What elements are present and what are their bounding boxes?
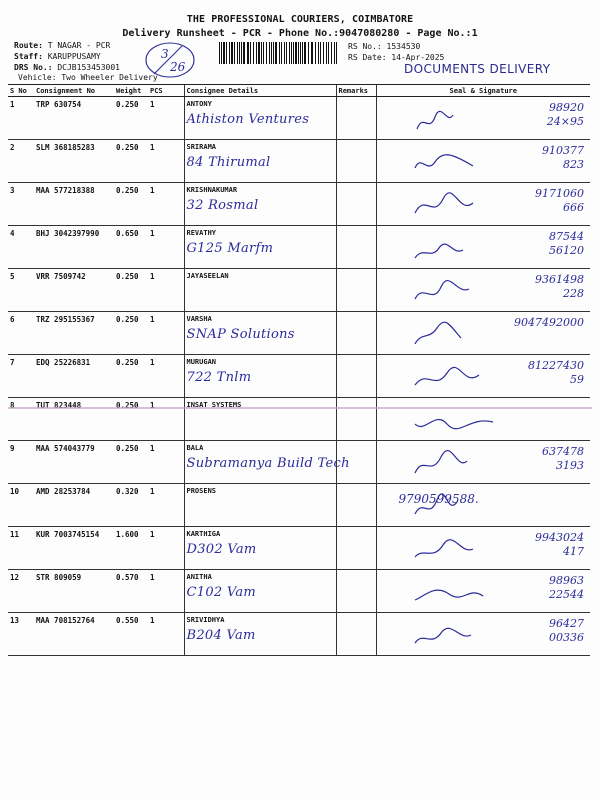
cell-weight: 0.250 <box>114 441 148 484</box>
table-row <box>8 97 590 140</box>
signature-mark <box>413 447 503 481</box>
signature-mark <box>413 404 503 438</box>
cell-pcs: 1 <box>148 97 184 140</box>
cell-weight: 0.570 <box>114 570 148 613</box>
cell-remarks <box>336 570 376 613</box>
cell-pcs: 1 <box>148 355 184 398</box>
signature-mark <box>413 576 503 610</box>
barcode-bar <box>308 42 309 64</box>
runsheet-subtitle: Delivery Runsheet - PCR - Phone No.:9047080280 - Page No.:1 <box>122 28 478 39</box>
cell-weight: 0.250 <box>114 312 148 355</box>
barcode-bar <box>250 42 251 64</box>
cell-consignee <box>184 97 336 140</box>
table-row <box>8 312 590 355</box>
runsheet-table <box>8 84 590 656</box>
table-row <box>8 226 590 269</box>
cell-sno: 4 <box>8 226 34 269</box>
handwritten-address: SNAP Solutions <box>186 327 295 342</box>
handwritten-phone: 637478 3193 <box>542 445 584 472</box>
cell-weight: 0.250 <box>114 269 148 312</box>
cell-seal-signature <box>376 613 590 656</box>
cell-consignee <box>184 183 336 226</box>
barcode-bar <box>258 42 260 64</box>
consignee-name: ANITHA <box>186 573 212 581</box>
col-consignment: Consignment No <box>34 85 114 97</box>
cell-seal-signature <box>376 398 590 441</box>
barcode-bar <box>243 42 245 64</box>
table-row <box>8 398 590 441</box>
barcode-bar <box>320 42 321 64</box>
barcode-bar <box>281 42 282 64</box>
barcode-bar <box>234 42 235 64</box>
cell-remarks <box>336 140 376 183</box>
cell-consignee <box>184 355 336 398</box>
consignee-name: KARTHIGA <box>186 530 221 538</box>
route-value: T NAGAR - PCR <box>47 41 111 50</box>
cell-seal-signature <box>376 441 590 484</box>
count-bottom: 26 <box>170 60 186 74</box>
cell-consignee <box>184 613 336 656</box>
barcode-bar <box>289 42 290 64</box>
cell-weight: 0.320 <box>114 484 148 527</box>
cell-seal-signature <box>376 570 590 613</box>
barcode-bar <box>275 42 277 64</box>
table-row <box>8 527 590 570</box>
col-seal: Seal & Signature <box>376 85 590 97</box>
cell-seal-signature <box>376 97 590 140</box>
cell-consignment: STR 809059 <box>34 570 114 613</box>
documents-delivery-stamp: DOCUMENTS DELIVERY <box>404 62 551 76</box>
barcode-bar <box>298 42 299 64</box>
cell-remarks <box>336 312 376 355</box>
table-row <box>8 570 590 613</box>
cell-pcs: 1 <box>148 441 184 484</box>
handwritten-phone: 9361498 228 <box>535 273 584 300</box>
consignee-name: SRIRAMA <box>186 143 217 151</box>
cell-weight: 0.250 <box>114 355 148 398</box>
cell-pcs: 1 <box>148 312 184 355</box>
handwritten-address: Athiston Ventures <box>186 112 310 127</box>
cell-consignee <box>184 226 336 269</box>
runsheet-title: THE PROFESSIONAL COURIERS, COIMBATORE <box>186 14 414 25</box>
cell-seal-signature <box>376 355 590 398</box>
cell-seal-signature <box>376 269 590 312</box>
cell-pcs: 1 <box>148 226 184 269</box>
cell-consignee <box>184 312 336 355</box>
route-line: Route: T NAGAR - PCR <box>14 41 111 50</box>
handwritten-phone: 9943024 417 <box>535 531 584 558</box>
handwritten-note: 9790599588. <box>398 492 479 506</box>
cell-sno: 6 <box>8 312 34 355</box>
consignee-name: PROSENS <box>186 487 217 495</box>
barcode-bar <box>263 42 264 64</box>
handwritten-phone: 98920 24×95 <box>546 101 584 128</box>
handwritten-address: B204 Vam <box>186 628 256 643</box>
signature-mark <box>413 361 503 395</box>
table-row <box>8 613 590 656</box>
handwritten-phone: 81227430 59 <box>528 359 584 386</box>
signature-mark <box>413 533 503 567</box>
cell-pcs: 1 <box>148 527 184 570</box>
cell-sno: 2 <box>8 140 34 183</box>
cell-consignment: VRR 7509742 <box>34 269 114 312</box>
barcode-bar <box>273 42 274 64</box>
table-row <box>8 140 590 183</box>
cell-seal-signature <box>376 183 590 226</box>
handwritten-address: 32 Rosmal <box>186 198 259 213</box>
cell-pcs: 1 <box>148 398 184 441</box>
signature-mark <box>413 103 503 137</box>
signature-mark <box>413 232 503 266</box>
vehicle-line: Vehicle: Two Wheeler Delivery <box>18 73 158 82</box>
rs-date-value: 14-Apr-2025 <box>391 53 445 62</box>
barcode-bar <box>300 42 301 64</box>
handwritten-phone: 9171060 666 <box>535 187 584 214</box>
cell-sno: 11 <box>8 527 34 570</box>
cell-consignee <box>184 570 336 613</box>
consignee-name: ANTONY <box>186 100 212 108</box>
barcode-bar <box>241 42 242 64</box>
cell-seal-signature <box>376 140 590 183</box>
barcode-bar <box>311 42 313 64</box>
cell-seal-signature <box>376 312 590 355</box>
consignee-name: MURUGAN <box>186 358 217 366</box>
barcode-bar <box>223 42 225 64</box>
barcode-bar <box>237 42 238 64</box>
handwritten-address: 722 Tnlm <box>186 370 252 385</box>
col-weight: Weight <box>114 85 148 97</box>
cell-consignment: TRP 630754 <box>34 97 114 140</box>
count-top: 3 <box>161 47 169 61</box>
consignee-name: SRIVIDHYA <box>186 616 225 624</box>
barcode-bar <box>286 42 287 64</box>
barcode-bar <box>279 42 280 64</box>
staff-value: KARUPPUSAMY <box>47 52 101 61</box>
consignee-name: REVATHY <box>186 229 217 237</box>
cell-consignment: SLM 368185283 <box>34 140 114 183</box>
cell-sno: 8 <box>8 398 34 441</box>
handwritten-phone: 910377 823 <box>542 144 584 171</box>
barcode-bar <box>336 42 337 64</box>
cell-weight: 0.650 <box>114 226 148 269</box>
barcode-bar <box>231 42 233 64</box>
cell-remarks <box>336 398 376 441</box>
handwritten-address: 84 Thirumal <box>186 155 271 170</box>
cell-weight: 1.600 <box>114 527 148 570</box>
cell-consignment: MAA 577218388 <box>34 183 114 226</box>
handwritten-phone: 87544 56120 <box>549 230 584 257</box>
handwritten-phone: 96427 00336 <box>549 617 584 644</box>
cell-consignment: TRZ 295155367 <box>34 312 114 355</box>
handwritten-phone: 98963 22544 <box>549 574 584 601</box>
cell-consignment: KUR 7003745154 <box>34 527 114 570</box>
barcode-bar <box>295 42 297 64</box>
table-row <box>8 484 590 527</box>
barcode-bar <box>323 42 324 64</box>
barcode <box>218 42 340 64</box>
vehicle-value: Two Wheeler Delivery <box>61 73 158 82</box>
barcode-bar <box>239 42 240 64</box>
barcode-bar <box>318 42 319 64</box>
cell-consignee <box>184 269 336 312</box>
cell-remarks <box>336 183 376 226</box>
col-pcs: PCS <box>148 85 184 97</box>
cell-consignee <box>184 398 336 441</box>
signature-mark <box>413 275 503 309</box>
handwritten-address: Subramanya Build Tech <box>186 456 350 471</box>
cell-consignment: BHJ 3042397990 <box>34 226 114 269</box>
barcode-bar <box>291 42 292 64</box>
cell-consignee <box>184 441 350 484</box>
staff-line: Staff: KARUPPUSAMY <box>14 52 101 61</box>
barcode-bar <box>293 42 294 64</box>
rs-no-value: 1534530 <box>386 42 421 51</box>
cell-weight: 0.250 <box>114 183 148 226</box>
cell-consignment: AMD 28253784 <box>34 484 114 527</box>
barcode-bar <box>229 42 230 64</box>
rs-no-line: RS No.: 1534530 <box>348 42 421 51</box>
table-row <box>8 183 590 226</box>
cell-remarks <box>336 97 376 140</box>
barcode-bar <box>266 42 267 64</box>
cell-pcs: 1 <box>148 183 184 226</box>
col-consignee: Consignee Details <box>184 85 336 97</box>
signature-mark <box>413 146 503 180</box>
signature-mark <box>413 318 503 352</box>
cell-sno: 13 <box>8 613 34 656</box>
table-row <box>8 441 590 484</box>
consignee-name: INSAT SYSTEMS <box>186 401 242 409</box>
handwritten-address: D302 Vam <box>186 542 257 557</box>
cell-remarks <box>336 613 376 656</box>
handwritten-address: G125 Marfm <box>186 241 274 256</box>
cell-sno: 3 <box>8 183 34 226</box>
barcode-bar <box>271 42 272 64</box>
cell-weight: 0.250 <box>114 140 148 183</box>
barcode-bar <box>226 42 227 64</box>
barcode-bar <box>269 42 270 64</box>
handwritten-count-mark <box>140 40 200 80</box>
handwritten-phone: 9047492000 <box>514 316 584 329</box>
consignee-name: JAYASEELAN <box>186 272 229 280</box>
highlight-mark <box>8 407 592 409</box>
signature-mark <box>413 619 503 653</box>
cell-consignment: EDQ 25226831 <box>34 355 114 398</box>
barcode-bar <box>284 42 285 64</box>
cell-pcs: 1 <box>148 140 184 183</box>
cell-sno: 10 <box>8 484 34 527</box>
barcode-bar <box>247 42 249 64</box>
cell-remarks <box>336 269 376 312</box>
table-row <box>8 355 590 398</box>
consignee-name: KRISHNAKUMAR <box>186 186 238 194</box>
barcode-bar <box>253 42 254 64</box>
cell-sno: 1 <box>8 97 34 140</box>
barcode-bar <box>328 42 329 64</box>
barcode-bar <box>302 42 303 64</box>
cell-sno: 9 <box>8 441 34 484</box>
cell-sno: 7 <box>8 355 34 398</box>
barcode-bar <box>256 42 257 64</box>
signature-mark <box>413 189 503 223</box>
cell-sno: 12 <box>8 570 34 613</box>
barcode-bar <box>331 42 332 64</box>
cell-weight: 0.550 <box>114 613 148 656</box>
cell-pcs: 1 <box>148 613 184 656</box>
table-row <box>8 269 590 312</box>
drs-line: DRS No.: DCJB153453001 <box>14 63 120 72</box>
cell-consignee <box>184 527 336 570</box>
cell-weight: 0.250 <box>114 97 148 140</box>
cell-seal-signature <box>376 484 590 527</box>
rs-date-line: RS Date: 14-Apr-2025 <box>348 53 445 62</box>
barcode-bar <box>326 42 327 64</box>
cell-consignment: MAA 708152764 <box>34 613 114 656</box>
cell-pcs: 1 <box>148 269 184 312</box>
cell-sno: 5 <box>8 269 34 312</box>
cell-consignee <box>184 140 336 183</box>
cell-pcs: 1 <box>148 570 184 613</box>
cell-remarks <box>336 355 376 398</box>
cell-consignee <box>184 484 336 527</box>
drs-value: DCJB153453001 <box>57 63 120 72</box>
barcode-bar <box>219 42 220 64</box>
barcode-bar <box>315 42 316 64</box>
cell-remarks <box>336 484 376 527</box>
cell-weight: 0.250 <box>114 398 148 441</box>
col-sno: S No <box>8 85 34 97</box>
cell-remarks <box>336 226 376 269</box>
barcode-bar <box>304 42 306 64</box>
handwritten-address: C102 Vam <box>186 585 257 600</box>
cell-seal-signature <box>376 226 590 269</box>
cell-remarks <box>336 527 376 570</box>
consignee-name: VARSHA <box>186 315 212 323</box>
barcode-bar <box>261 42 262 64</box>
cell-consignment: TUT 823448 <box>34 398 114 441</box>
cell-consignment: MAA 574043779 <box>34 441 114 484</box>
col-remarks: Remarks <box>336 85 376 97</box>
barcode-bar <box>334 42 335 64</box>
consignee-name: BALA <box>186 444 204 452</box>
table-header-row <box>8 85 590 97</box>
cell-seal-signature <box>376 527 590 570</box>
barcode-bar <box>221 42 222 64</box>
cell-pcs: 1 <box>148 484 184 527</box>
